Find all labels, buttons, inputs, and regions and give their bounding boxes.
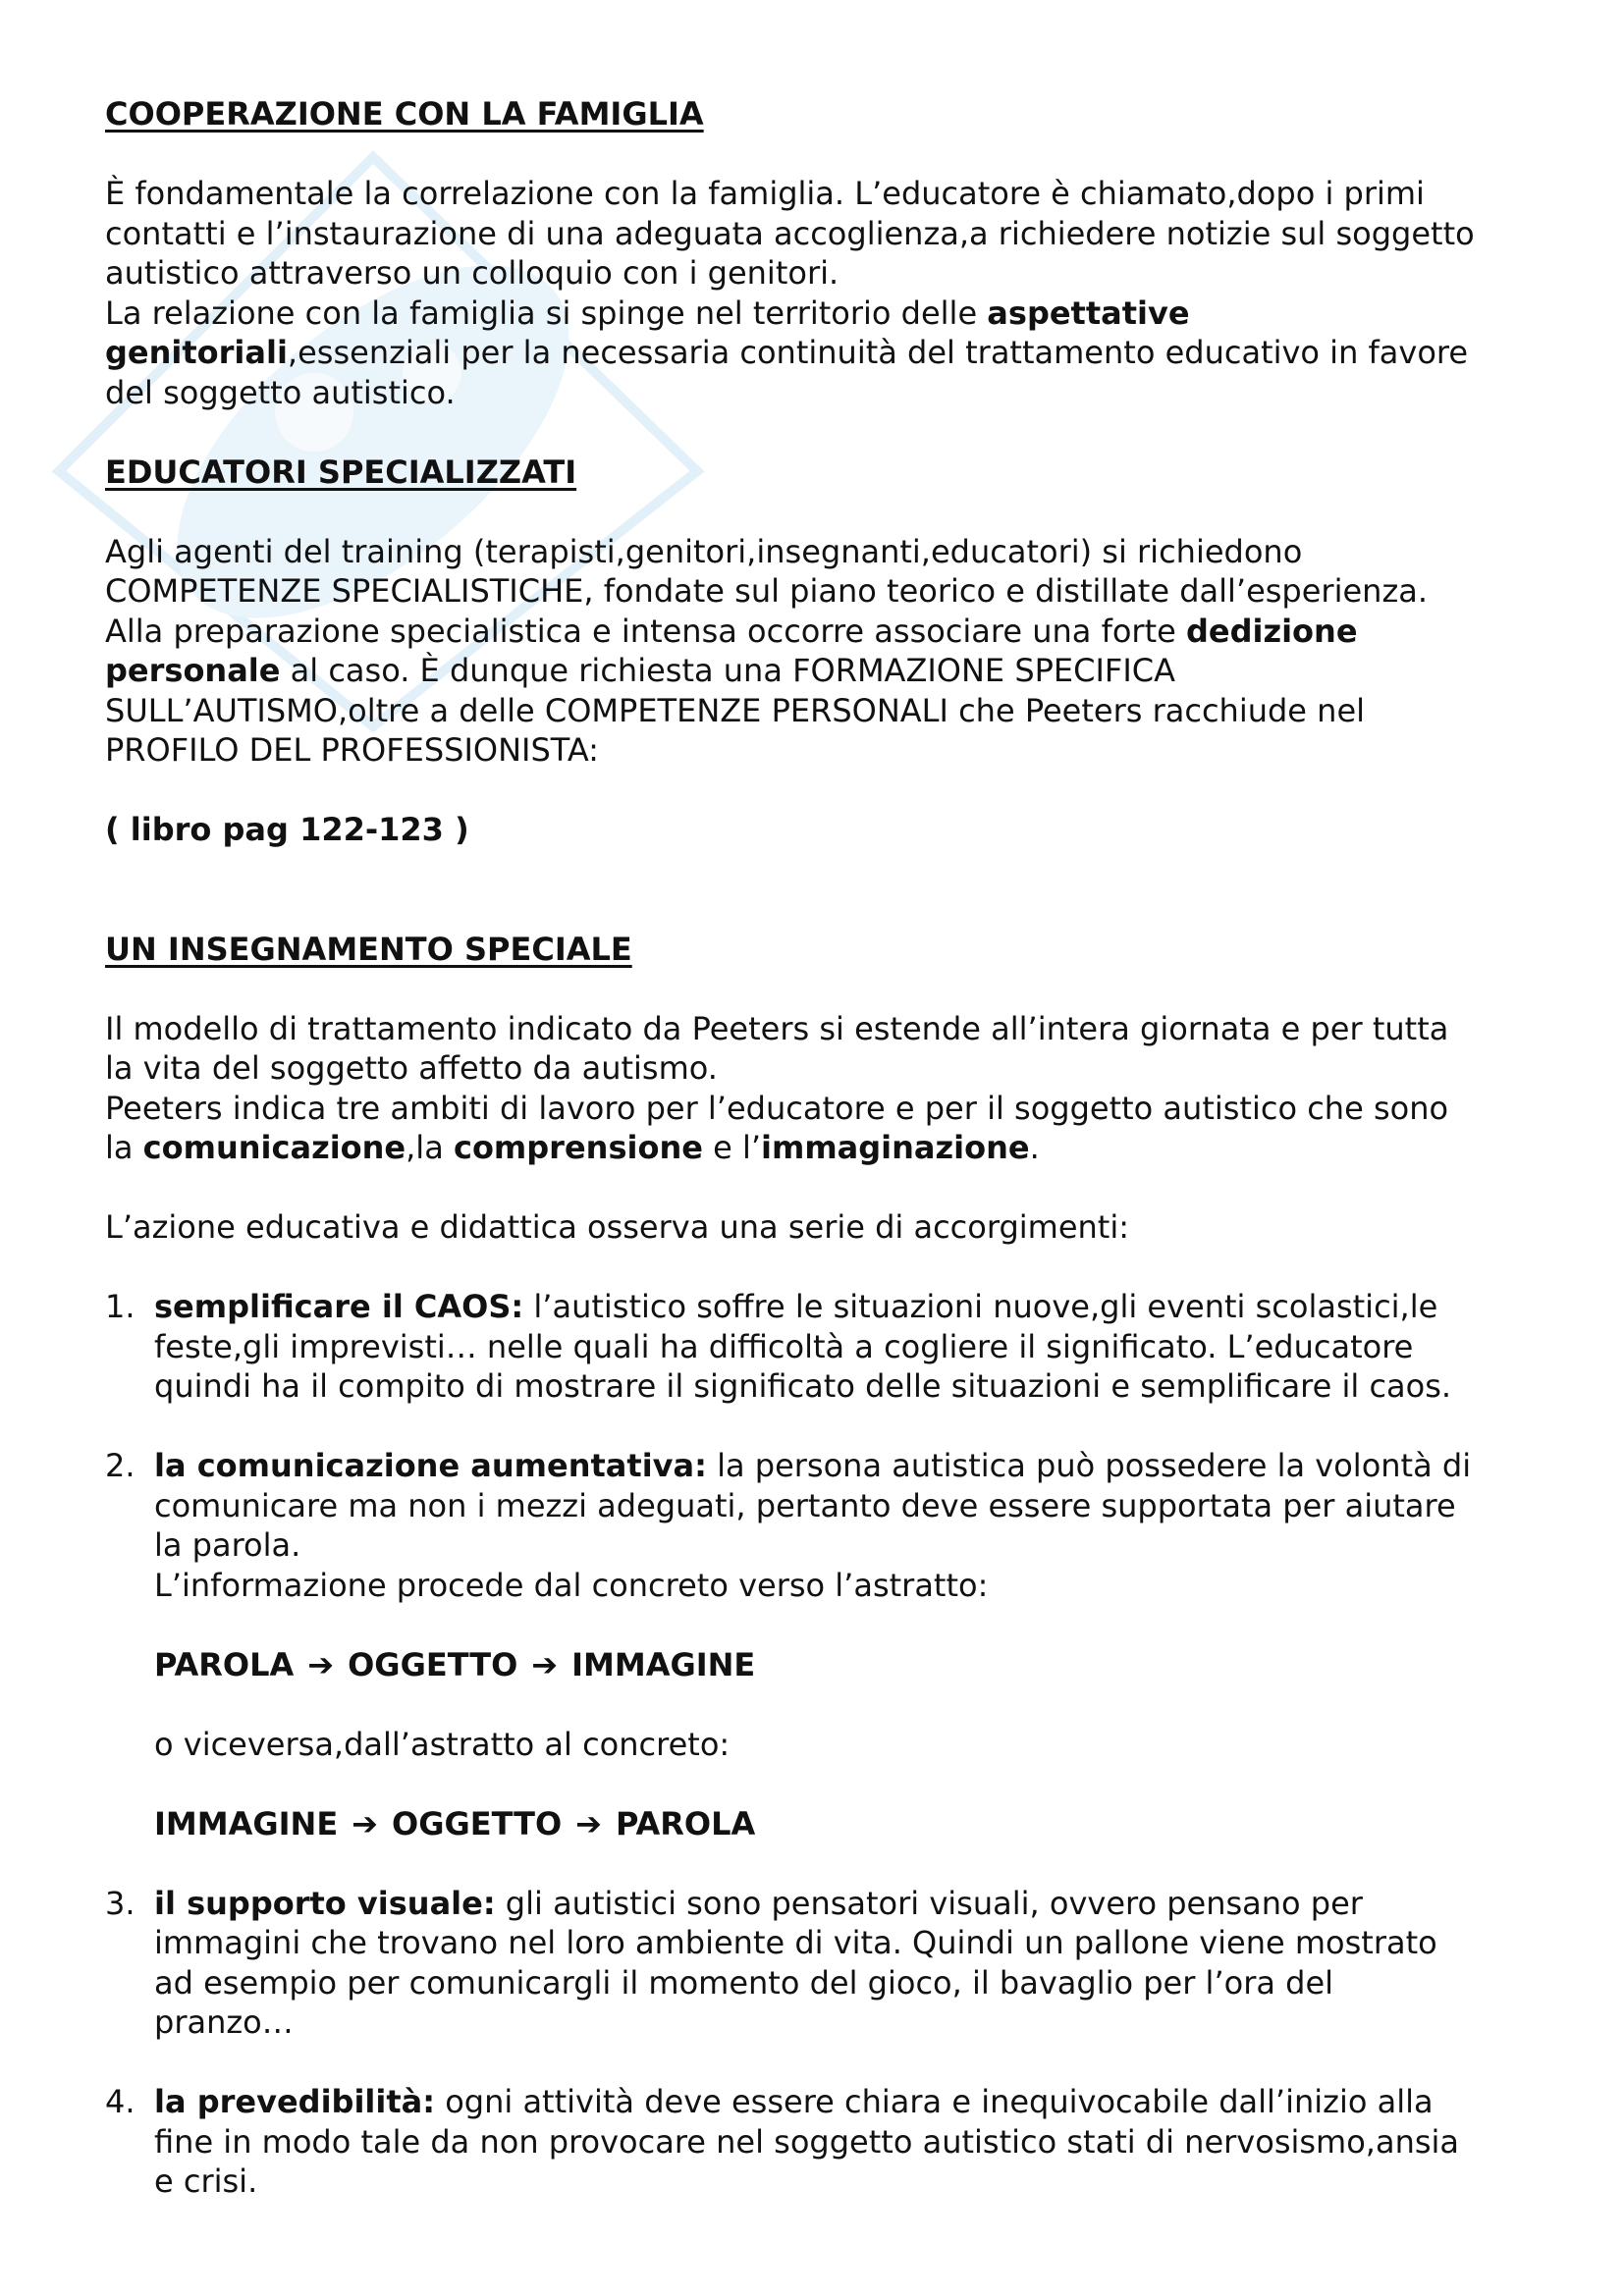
book-reference: ( libro pag 122-123 ) — [105, 811, 469, 848]
list-item: 1. semplificare il CAOS: l’autistico soffre le situazioni nuove,gli eventi scolastici,le feste,gli imprevisti… nelle quali ha difficoltà a cogliere il significato. L’educatore quindi ha il compito di mostrare il significato delle situazioni e semplificare il caos. — [105, 1288, 1452, 1405]
insegnamento-paragraph-1: Il modello di trattamento indicato da Peeters si estende all’intera giornata e per tutta la vita del soggetto affetto da autismo. — [105, 1009, 1449, 1087]
list-item: 3. il supporto visuale: gli autistici sono pensatori visuali, ovvero pensano per immagini che trovano nel loro ambiente di vita. Quindi un pallone viene mostrato ad esempio per comunicargli il momento del gioco, il bavaglio per l’ora del pranzo… — [105, 1884, 1437, 2041]
document-page — [105, 94, 1480, 2202]
flow-concrete-to-abstract: PAROLA ➔ OGGETTO ➔ IMMAGINE — [154, 1645, 756, 1683]
section-title-educatori: EDUCATORI SPECIALIZZATI — [105, 453, 577, 491]
educatori-paragraph-2: Alla preparazione specialistica e intensa occorre associare una forte dedizione personale al caso. È dunque richiesta una FORMAZIONE SPECIFICA SULL’AUTISMO,oltre a delle COMPETENZE PERSONALI che Peeters racchiude nel PROFILO DEL PROFESSIONISTA: — [105, 612, 1366, 769]
list-item: 2. la comunicazione aumentativa: la persona autistica può possedere la volontà di comunicare ma non i mezzi adeguati, pertanto deve essere supportata per aiutare la parola. L’informazione procede dal concreto verso l’astratto: PAROLA ➔ OGGETTO ➔ IMMAGINE o viceversa,dall’astratto al concreto: IMMAGINE ➔ OGGETTO ➔ PAROLA — [105, 1446, 1480, 1843]
insegnamento-paragraph-3: L’azione educativa e didattica osserva una serie di accorgimenti: — [105, 1208, 1129, 1246]
section-title-famiglia: COOPERAZIONE CON LA FAMIGLIA — [105, 95, 704, 133]
list-item-subline: o viceversa,dall’astratto al concreto: — [154, 1725, 731, 1763]
accorgimenti-list — [105, 1287, 1480, 2202]
famiglia-paragraph-2: La relazione con la famiglia si spinge nel territorio delle aspettative genitoriali,essenziali per la necessaria continuità del trattamento educativo in favore del soggetto autistico. — [105, 294, 1469, 411]
list-item: 4. la prevedibilità: ogni attività deve essere chiara e inequivocabile dall’inizio alla fine in modo tale da non provocare nel soggetto autistico stati di nervosismo,ansia e crisi. — [105, 2083, 1460, 2200]
section-title-insegnamento: UN INSEGNAMENTO SPECIALE — [105, 930, 632, 968]
insegnamento-paragraph-2: Peeters indica tre ambiti di lavoro per l’educatore e per il soggetto autistico che sono la comunicazione,la comprensione e l’immaginazione. — [105, 1089, 1449, 1166]
arrow-right-icon: ➔ — [575, 1804, 602, 1842]
arrow-right-icon: ➔ — [307, 1645, 335, 1683]
list-item-subline: L’informazione procede dal concreto verso l’astratto: — [154, 1566, 989, 1604]
educatori-paragraph-1: Agli agenti del training (terapisti,genitori,insegnanti,educatori) si richiedono COMPETENZE SPECIALISTICHE, fondate sul piano teorico e distillate dall’esperienza. — [105, 532, 1429, 610]
arrow-right-icon: ➔ — [352, 1804, 378, 1842]
flow-abstract-to-concrete: IMMAGINE ➔ OGGETTO ➔ PAROLA — [154, 1804, 756, 1842]
famiglia-paragraph-1: È fondamentale la correlazione con la famiglia. L’educatore è chiamato,dopo i primi contatti e l’instaurazione di una adeguata accoglienza,a richiedere notizie sul soggetto autistico attraverso un colloquio con i genitori. — [105, 175, 1475, 292]
arrow-right-icon: ➔ — [531, 1645, 559, 1683]
